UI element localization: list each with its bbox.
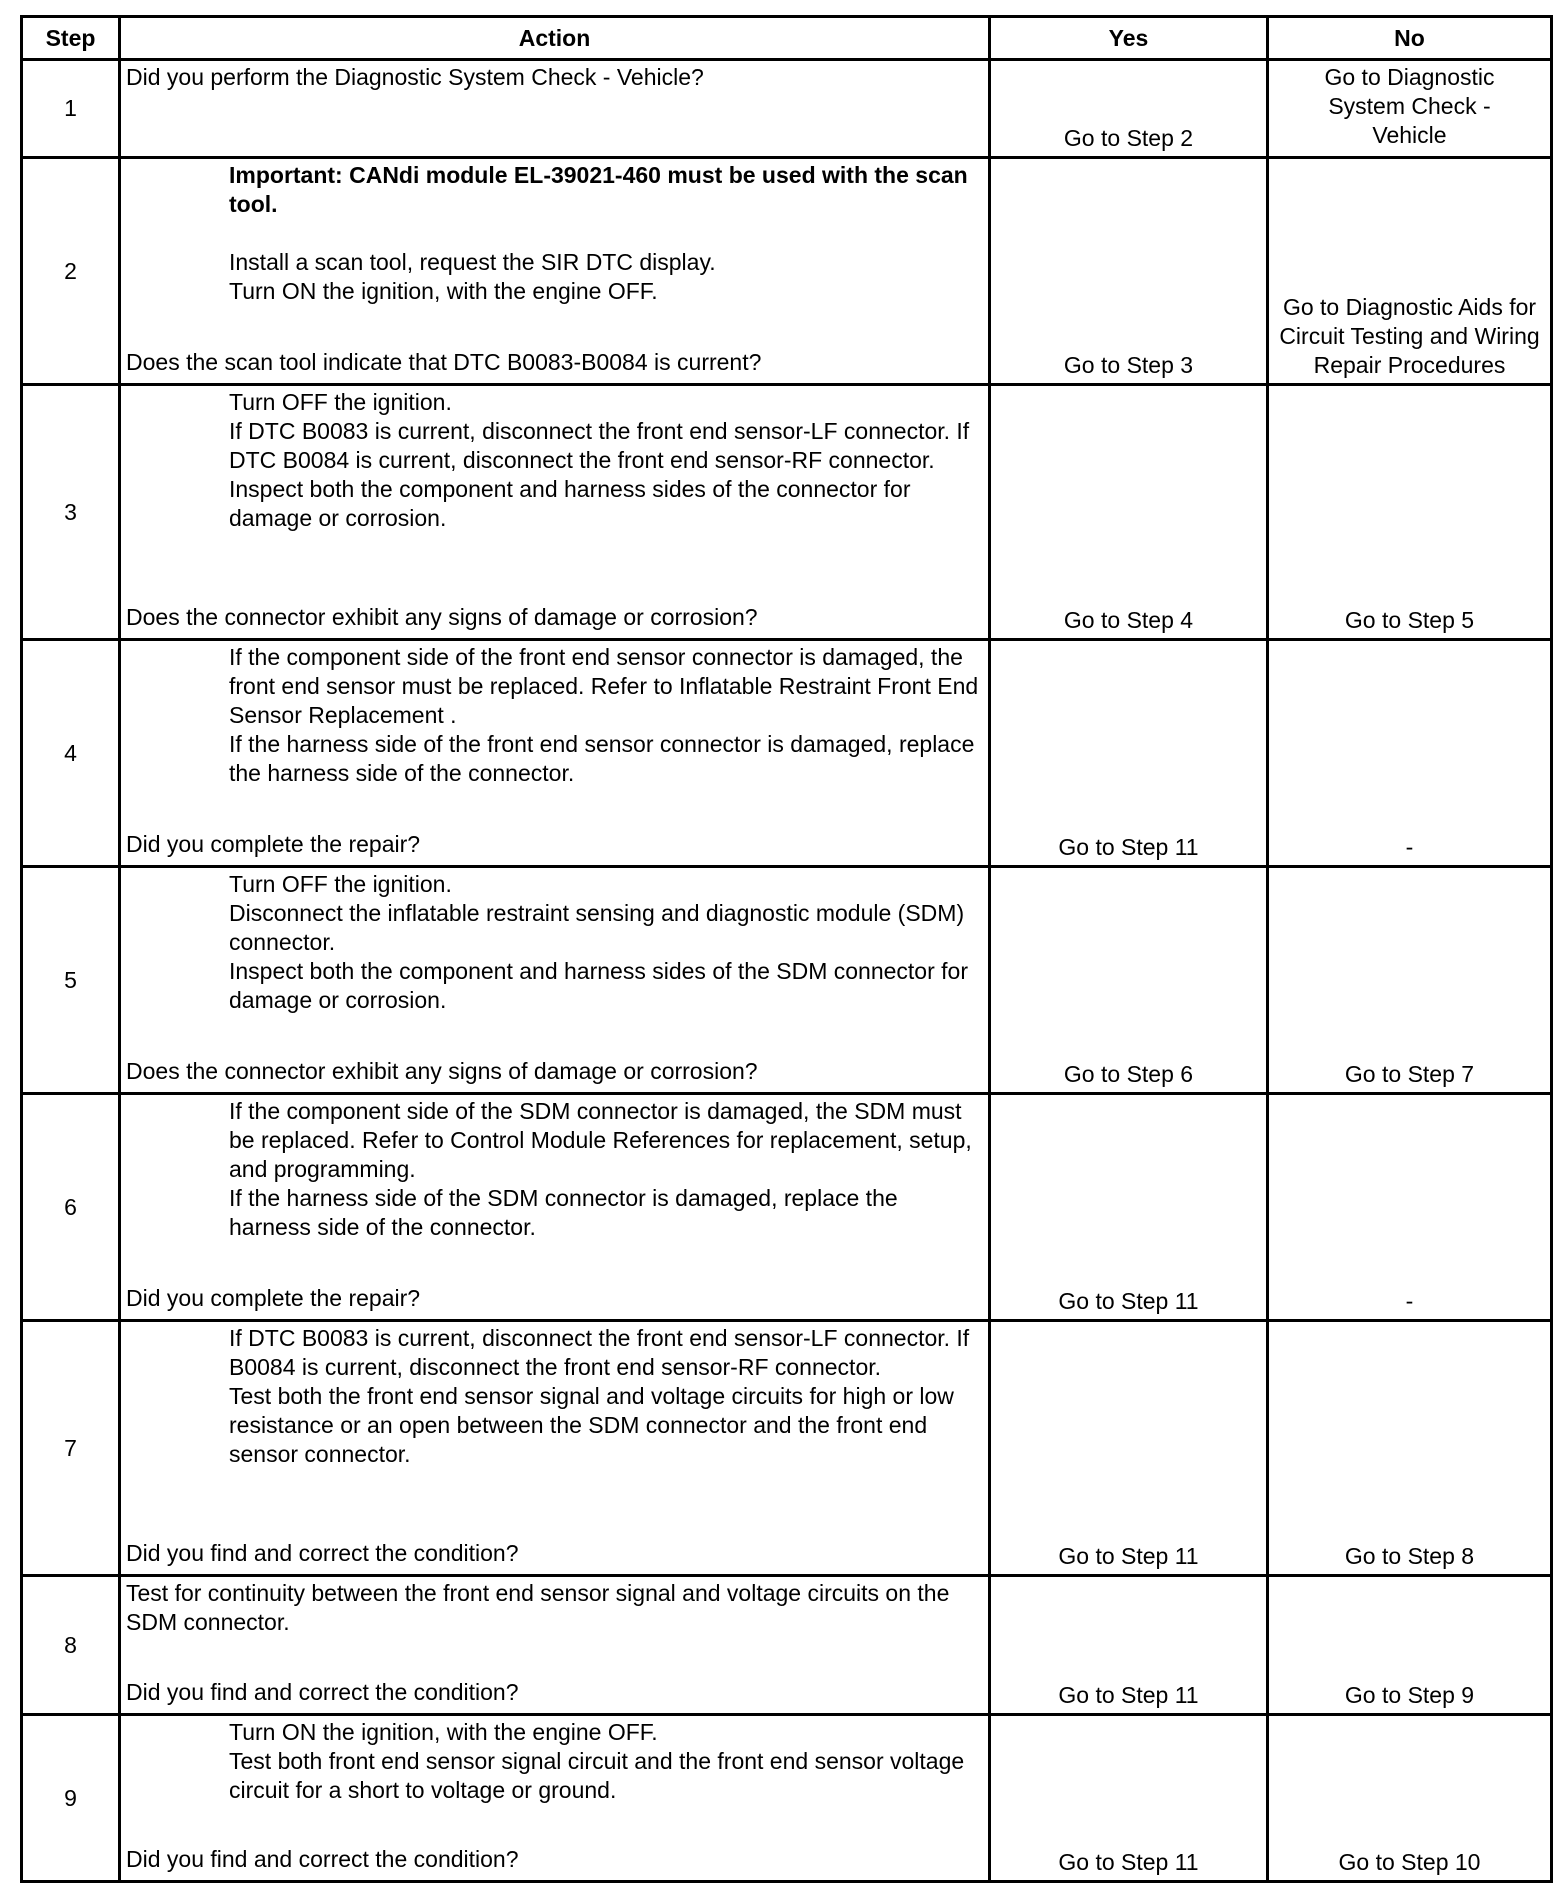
no-cell (1268, 867, 1552, 1094)
step-number: 2 (22, 158, 120, 385)
step-number: 9 (22, 1715, 120, 1882)
instruction: If the harness side of the SDM connector is damaged, replace the harness side of the connector. (229, 1185, 898, 1240)
table-row (22, 1715, 1552, 1882)
yes-cell (990, 1321, 1268, 1576)
no-cell (1268, 640, 1552, 867)
instruction: If DTC B0083 is current, disconnect the front end sensor-LF connector. If DTC B0084 is current, disconnect the front end sensor-RF connector. (229, 418, 970, 473)
no-cell (1268, 60, 1552, 158)
table-row (22, 60, 1552, 158)
no-text: Go to Step 5 (1344, 607, 1475, 633)
action-cell (120, 1094, 990, 1321)
table-row (22, 385, 1552, 640)
step-number: 4 (22, 640, 120, 867)
no-text: Go to Step 8 (1344, 1543, 1475, 1569)
action-cell (120, 640, 990, 867)
instruction: If DTC B0083 is current, disconnect the front end sensor-LF connector. If B0084 is current, disconnect the front end sensor-RF connector. (229, 1325, 970, 1380)
no-text: - (1405, 834, 1414, 860)
yes-cell (990, 1094, 1268, 1321)
instruction: Disconnect the inflatable restraint sensing and diagnostic module (SDM) connector. (229, 900, 965, 955)
instruction: If the component side of the front end sensor connector is damaged, the front end sensor must be replaced. Refer to Inflatable Restraint Front End Sensor Replacement . (229, 644, 979, 728)
instruction: Turn ON the ignition, with the engine OFF. (229, 1719, 658, 1745)
yes-cell (990, 1715, 1268, 1882)
yes-text: Go to Step 11 (1058, 1543, 1199, 1569)
action-question: Did you find and correct the condition? (126, 1679, 519, 1705)
header-action: Action (120, 17, 990, 60)
step-number: 6 (22, 1094, 120, 1321)
step-number: 3 (22, 385, 120, 640)
no-cell (1268, 158, 1552, 385)
yes-cell (990, 867, 1268, 1094)
instruction: Turn OFF the ignition. (229, 871, 452, 897)
action-question: Does the connector exhibit any signs of damage or corrosion? (126, 1058, 758, 1084)
action-question: Did you complete the repair? (126, 831, 421, 857)
header-no: No (1268, 17, 1552, 60)
header-yes: Yes (990, 17, 1268, 60)
action-question: Did you perform the Diagnostic System Check - Vehicle? (126, 64, 704, 90)
yes-text: Go to Step 11 (1058, 1849, 1199, 1875)
instruction: Install a scan tool, request the SIR DTC display. (229, 249, 716, 275)
table-row (22, 158, 1552, 385)
action-cell (120, 385, 990, 640)
step-number: 5 (22, 867, 120, 1094)
action-cell (120, 158, 990, 385)
header-step: Step (22, 17, 120, 60)
no-text: - (1405, 1288, 1414, 1314)
action-cell (120, 1321, 990, 1576)
yes-text: Go to Step 4 (1063, 607, 1194, 633)
no-text: Go to Step 9 (1344, 1682, 1475, 1708)
action-question: Did you find and correct the condition? (126, 1540, 519, 1566)
no-text: Go to Diagnostic System Check - Vehicle (1324, 64, 1495, 148)
header-row (22, 17, 1552, 60)
action-question: Did you complete the repair? (126, 1285, 421, 1311)
yes-cell (990, 158, 1268, 385)
action-question: Does the connector exhibit any signs of damage or corrosion? (126, 604, 758, 630)
no-cell (1268, 1715, 1552, 1882)
yes-text: Go to Step 3 (1063, 352, 1194, 378)
step-number: 7 (22, 1321, 120, 1576)
yes-cell (990, 60, 1268, 158)
yes-cell (990, 640, 1268, 867)
instruction: Test both the front end sensor signal and voltage circuits for high or low resistance or an open between the SDM connector and the front end sensor connector. (229, 1383, 954, 1467)
table-row (22, 1094, 1552, 1321)
yes-text: Go to Step 11 (1058, 1288, 1199, 1314)
table-row (22, 1576, 1552, 1715)
yes-text: Go to Step 11 (1058, 1682, 1199, 1708)
action-cell (120, 60, 990, 158)
yes-text: Go to Step 6 (1063, 1061, 1194, 1087)
action-question: Did you find and correct the condition? (126, 1846, 519, 1872)
instruction: Test for continuity between the front end sensor signal and voltage circuits on the SDM connector. (126, 1580, 950, 1635)
diagnostic-table (20, 15, 1553, 1883)
no-cell (1268, 1576, 1552, 1715)
no-text: Go to Diagnostic Aids for Circuit Testing and Wiring Repair Procedures (1279, 294, 1540, 378)
action-cell (120, 1715, 990, 1882)
instruction: Turn ON the ignition, with the engine OFF. (229, 278, 658, 304)
yes-cell (990, 385, 1268, 640)
yes-cell (990, 1576, 1268, 1715)
instruction: If the component side of the SDM connector is damaged, the SDM must be replaced. Refer to Control Module References for replacement, setup, and programming. (229, 1098, 972, 1182)
instruction: Inspect both the component and harness sides of the SDM connector for damage or corrosion. (229, 958, 968, 1013)
step-number: 8 (22, 1576, 120, 1715)
no-text: Go to Step 7 (1344, 1061, 1475, 1087)
action-cell (120, 867, 990, 1094)
instruction: Turn OFF the ignition. (229, 389, 452, 415)
instruction: If the harness side of the front end sensor connector is damaged, replace the harness side of the connector. (229, 731, 975, 786)
important-note: Important: CANdi module EL-39021-460 must be used with the scan tool. (229, 162, 968, 217)
no-cell (1268, 385, 1552, 640)
instruction: Test both front end sensor signal circuit and the front end sensor voltage circuit for a short to voltage or ground. (229, 1748, 965, 1803)
no-cell (1268, 1321, 1552, 1576)
step-number: 1 (22, 60, 120, 158)
yes-text: Go to Step 11 (1058, 834, 1199, 860)
table-row (22, 640, 1552, 867)
no-text: Go to Step 10 (1338, 1849, 1481, 1875)
instruction: Inspect both the component and harness sides of the connector for damage or corrosion. (229, 476, 911, 531)
table-row (22, 1321, 1552, 1576)
action-question: Does the scan tool indicate that DTC B0083-B0084 is current? (126, 349, 762, 375)
no-cell (1268, 1094, 1552, 1321)
table-row (22, 867, 1552, 1094)
action-cell (120, 1576, 990, 1715)
yes-text: Go to Step 2 (1063, 125, 1194, 151)
